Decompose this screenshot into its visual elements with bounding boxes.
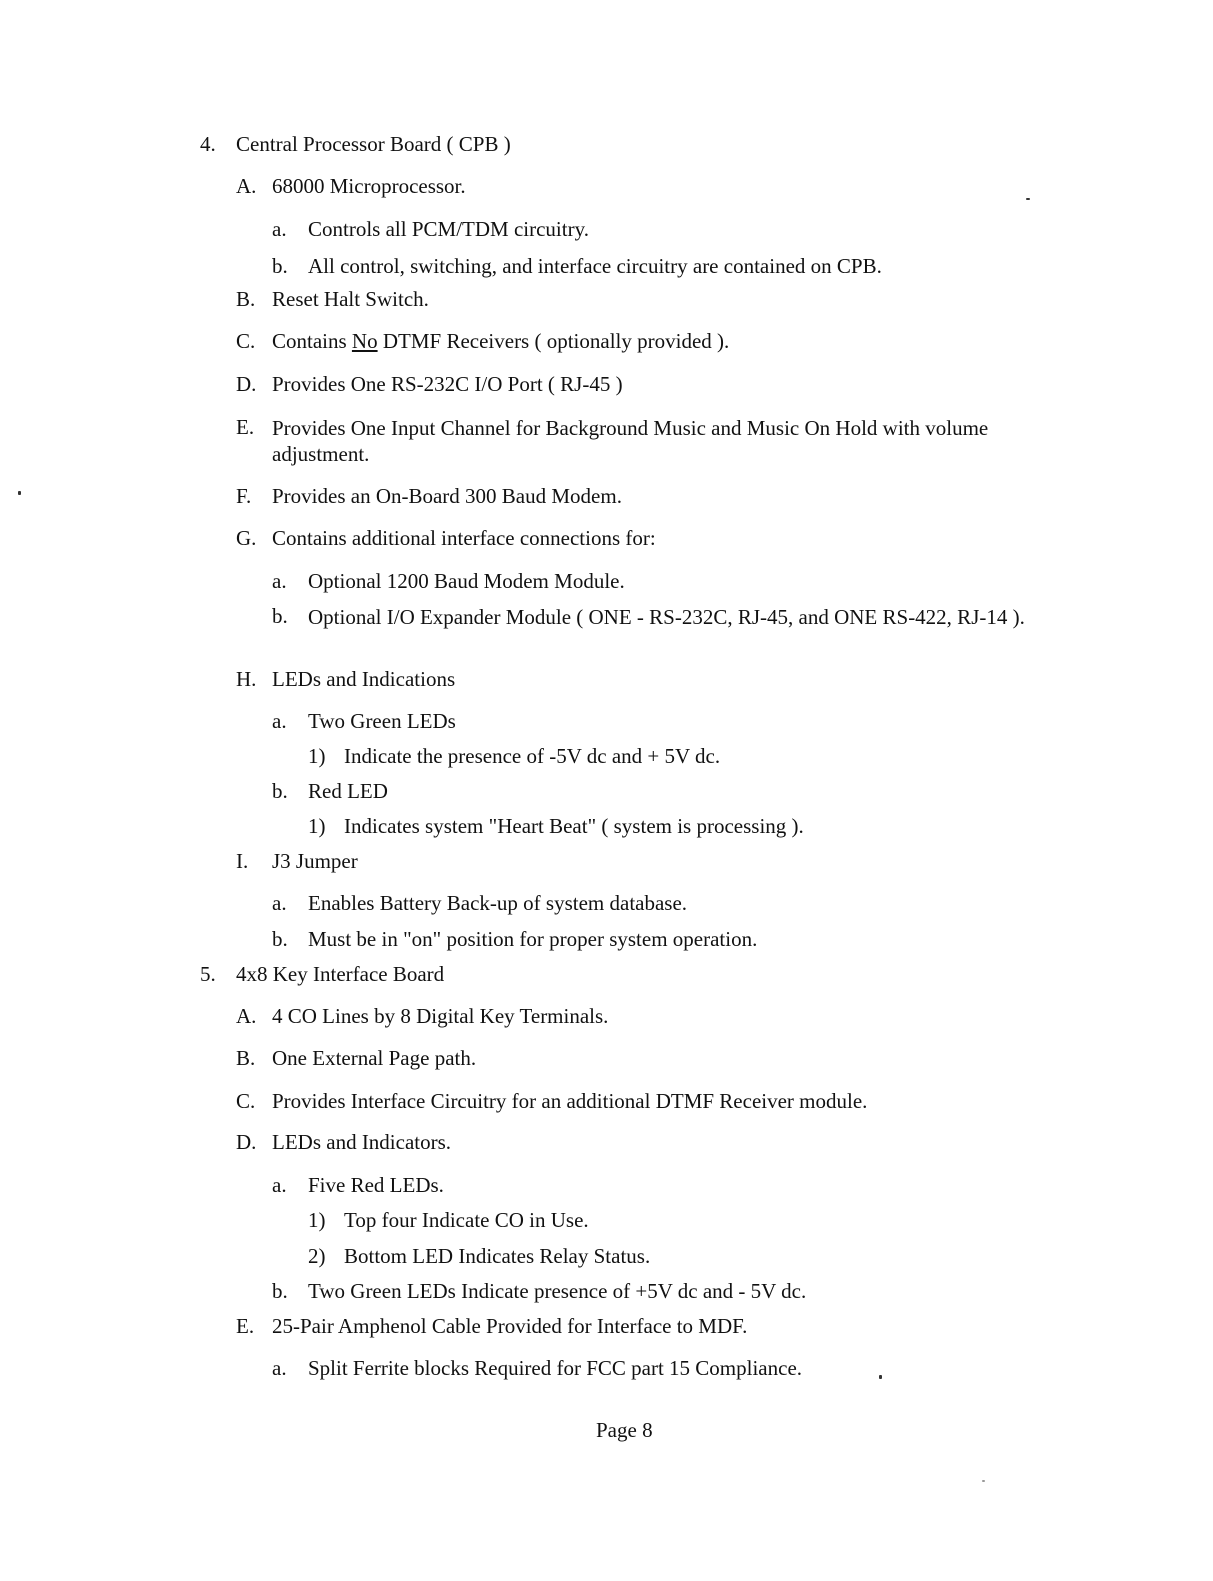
- sub-item-letter: a.: [272, 891, 287, 915]
- item-text: LEDs and Indicators.: [272, 1130, 452, 1154]
- item-letter: C.: [236, 1089, 256, 1113]
- item-letter: B.: [236, 287, 256, 311]
- item-text: 68000 Microprocessor.: [272, 174, 466, 198]
- item-letter: A.: [236, 174, 257, 198]
- page-number: Page 8: [596, 1418, 653, 1442]
- item-text: Provides One RS-232C I/O Port ( RJ-45 ): [272, 372, 623, 396]
- numbered-item-marker: 1): [308, 744, 326, 768]
- sub-item-letter: b.: [272, 254, 288, 278]
- item-letter: A.: [236, 1004, 257, 1028]
- item-letter: I.: [236, 849, 249, 873]
- item-text: LEDs and Indications: [272, 667, 456, 691]
- numbered-item-text: Top four Indicate CO in Use.: [344, 1208, 589, 1232]
- item-text-pre: Contains: [272, 329, 352, 353]
- sub-item-text: Must be in "on" position for proper system operation.: [308, 927, 758, 951]
- item-text: Provides an On-Board 300 Baud Modem.: [272, 484, 622, 508]
- item-letter: H.: [236, 667, 257, 691]
- sub-item-text: Split Ferrite blocks Required for FCC part 15 Compliance.: [308, 1356, 803, 1380]
- section-title: Central Processor Board ( CPB ): [236, 132, 511, 156]
- sub-item-letter: b.: [272, 1279, 288, 1303]
- sub-item-letter: a.: [272, 217, 287, 241]
- item-text: One External Page path.: [272, 1046, 477, 1070]
- numbered-item-text: Indicates system "Heart Beat" ( system is processing ).: [344, 814, 804, 838]
- item-letter: D.: [236, 372, 257, 396]
- sub-item-text: Enables Battery Back-up of system database.: [308, 891, 688, 915]
- item-letter: F.: [236, 484, 252, 508]
- sub-item-text: Red LED: [308, 779, 388, 803]
- sub-item-text: Two Green LEDs: [308, 709, 456, 733]
- sub-item-letter: a.: [272, 569, 287, 593]
- section-number: 5.: [200, 962, 216, 986]
- sub-item-text: Controls all PCM/TDM circuitry.: [308, 217, 589, 241]
- sub-item-letter: a.: [272, 1173, 287, 1197]
- sub-item-letter: a.: [272, 1356, 287, 1380]
- section-number: 4.: [200, 132, 216, 156]
- sub-item-letter: b.: [272, 604, 288, 628]
- item-letter: B.: [236, 1046, 256, 1070]
- item-text: J3 Jumper: [272, 849, 358, 873]
- sub-item-letter: b.: [272, 779, 288, 803]
- item-letter: D.: [236, 1130, 257, 1154]
- item-text: 25-Pair Amphenol Cable Provided for Interface to MDF.: [272, 1314, 748, 1338]
- item-text-post: DTMF Receivers ( optionally provided ).: [377, 329, 730, 353]
- sub-item-text: All control, switching, and interface circuitry are contained on CPB.: [308, 254, 882, 278]
- item-text: [272, 329, 729, 353]
- scan-speck: [1026, 198, 1030, 200]
- numbered-item-text: Indicate the presence of -5V dc and + 5V dc.: [344, 744, 721, 768]
- item-text: Provides Interface Circuitry for an additional DTMF Receiver module.: [272, 1089, 868, 1113]
- item-text: Provides One Input Channel for Background Music and Music On Hold with volume adjustment.: [272, 416, 989, 466]
- numbered-item-text: Bottom LED Indicates Relay Status.: [344, 1244, 651, 1268]
- numbered-item-marker: 1): [308, 814, 326, 838]
- sub-item-letter: a.: [272, 709, 287, 733]
- scan-speck: [18, 491, 21, 495]
- sub-item-text: Optional 1200 Baud Modem Module.: [308, 569, 625, 593]
- scan-speck: [982, 1480, 985, 1482]
- numbered-item-marker: 2): [308, 1244, 326, 1268]
- item-text: Contains additional interface connections for:: [272, 526, 656, 550]
- sub-item-text: Optional I/O Expander Module ( ONE - RS-232C, RJ-45, and ONE RS-422, RJ-14 ).: [308, 605, 1025, 629]
- sub-item-text: Five Red LEDs.: [308, 1173, 444, 1197]
- sub-item-text: Two Green LEDs Indicate presence of +5V dc and - 5V dc.: [308, 1279, 807, 1303]
- sub-item-letter: b.: [272, 927, 288, 951]
- item-text: Reset Halt Switch.: [272, 287, 429, 311]
- item-letter: C.: [236, 329, 256, 353]
- item-letter: G.: [236, 526, 257, 550]
- item-text-underlined: No: [351, 329, 378, 353]
- section-title: 4x8 Key Interface Board: [236, 962, 445, 986]
- scan-speck: [879, 1375, 882, 1379]
- numbered-item-marker: 1): [308, 1208, 326, 1232]
- item-text: 4 CO Lines by 8 Digital Key Terminals.: [272, 1004, 609, 1028]
- item-letter: E.: [236, 1314, 255, 1338]
- item-letter: E.: [236, 415, 255, 439]
